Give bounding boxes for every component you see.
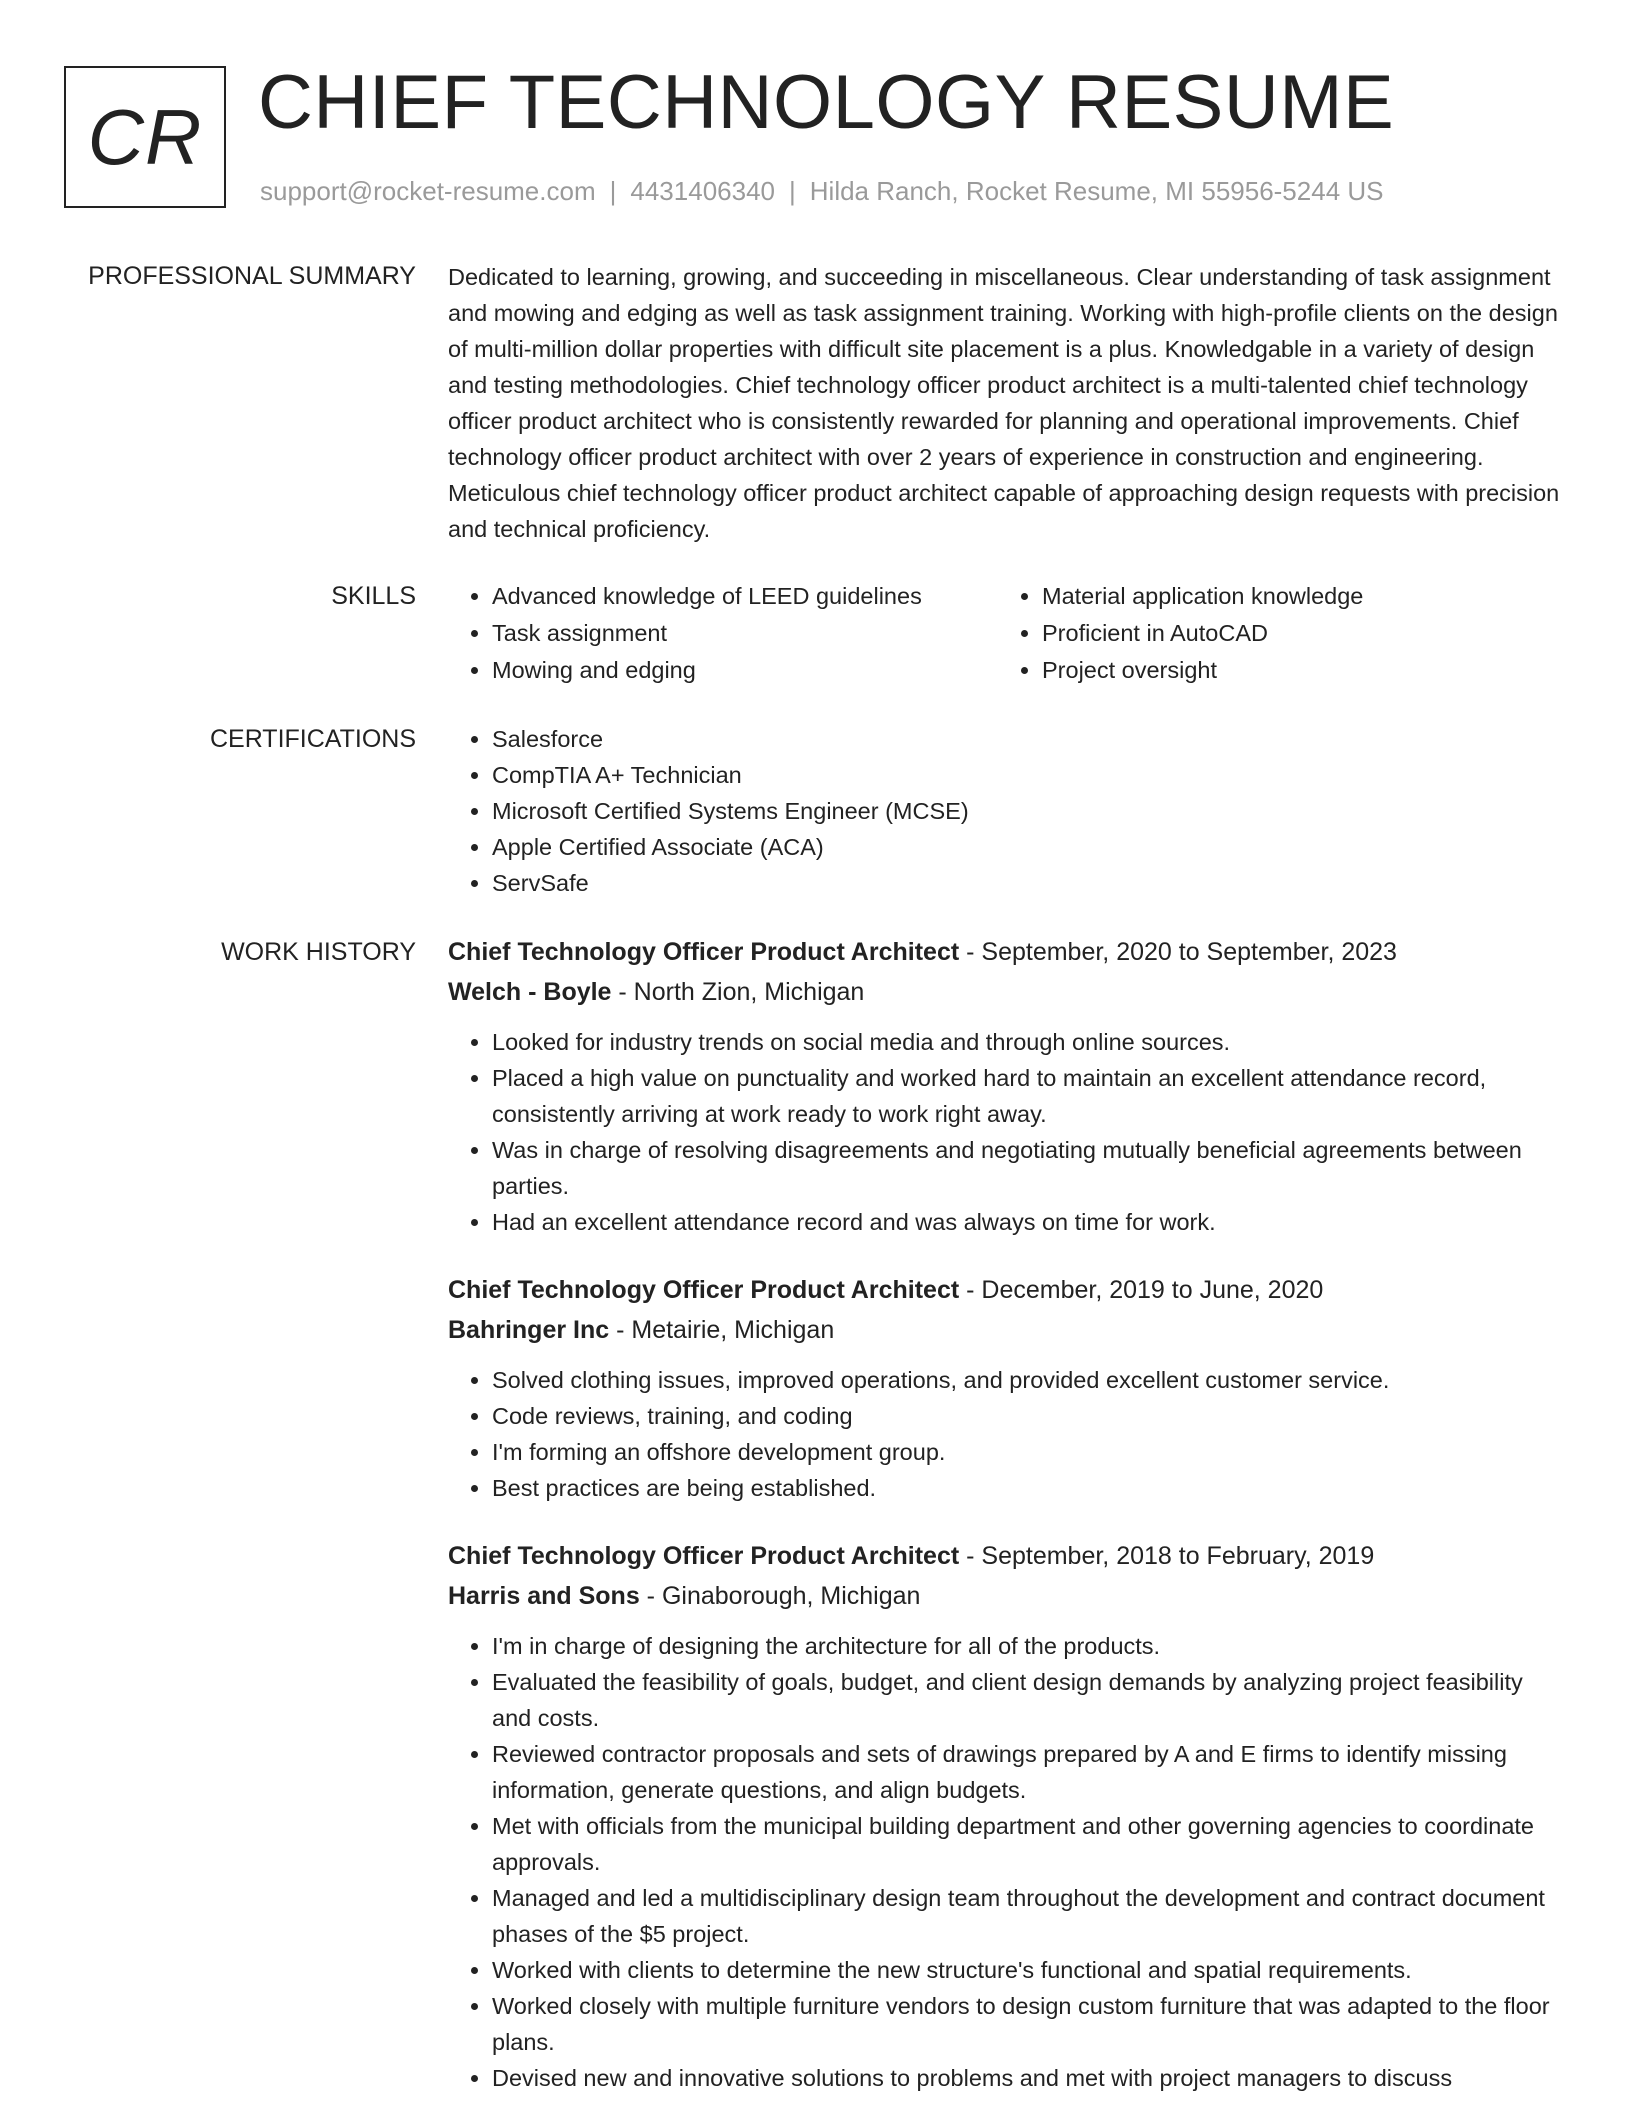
certifications-label: CERTIFICATIONS xyxy=(209,725,416,753)
job-dates: - September, 2018 to February, 2019 xyxy=(959,1542,1375,1570)
skills-list-left xyxy=(448,578,998,689)
skill-item: • Material application knowledge xyxy=(1042,578,1548,615)
contact-email: support@rocket-resume.com xyxy=(260,176,596,206)
job-bullet: • Code reviews, training, and coding xyxy=(492,1398,1568,1434)
job-bullet: • Devised new and innovative solutions to problems and met with project managers to discuss xyxy=(492,2060,1568,2096)
job-company: Welch - Boyle xyxy=(448,978,612,1006)
contact-phone: 4431406340 xyxy=(630,176,775,206)
work-history-section xyxy=(448,932,1568,2126)
job-bullet: • Was in charge of resolving disagreements and negotiating mutually beneficial agreements between parties. xyxy=(492,1132,1568,1204)
job-entry xyxy=(448,1270,1568,1506)
job-company: Bahringer Inc xyxy=(448,1316,610,1344)
skill-item: • Project oversight xyxy=(1042,652,1548,689)
skill-item: • Task assignment xyxy=(492,615,998,652)
job-bullet: • Worked with clients to determine the new structure's functional and spatial requirements. xyxy=(492,1952,1568,1988)
skills-list-right xyxy=(998,578,1548,689)
job-bullet: • Solved clothing issues, improved operations, and provided excellent customer service. xyxy=(492,1362,1568,1398)
job-bullet: • I'm forming an offshore development group. xyxy=(492,1434,1568,1470)
job-location: - North Zion, Michigan xyxy=(611,978,865,1006)
contact-separator: | xyxy=(789,176,796,206)
job-dates: - December, 2019 to June, 2020 xyxy=(959,1276,1324,1304)
contact-line xyxy=(260,174,1384,208)
certification-item: • Microsoft Certified Systems Engineer (MCSE) xyxy=(492,793,1568,829)
job-title: Chief Technology Officer Product Architect xyxy=(448,1542,960,1570)
skills-section xyxy=(448,578,1568,689)
certifications-section xyxy=(448,721,1568,901)
skill-item: • Proficient in AutoCAD xyxy=(1042,615,1548,652)
job-entry xyxy=(448,1536,1568,2096)
contact-separator: | xyxy=(609,176,617,206)
certification-item: • CompTIA A+ Technician xyxy=(492,757,1568,793)
job-bullet: • Managed and led a multidisciplinary design team throughout the development and contract document phases of the $5 project. xyxy=(492,1880,1568,1952)
skill-item: • Mowing and edging xyxy=(492,652,998,689)
job-company-line xyxy=(448,1576,1568,1616)
job-dates: - September, 2020 to September, 2023 xyxy=(959,938,1397,966)
job-title-line xyxy=(448,932,1568,972)
summary-label: PROFESSIONAL SUMMARY xyxy=(88,262,416,290)
certification-item: • ServSafe xyxy=(492,865,1568,901)
work-history-label: WORK HISTORY xyxy=(221,938,416,966)
job-bullet: • Evaluated the feasibility of goals, budget, and client design demands by analyzing project feasibility and costs. xyxy=(492,1664,1568,1736)
job-title-line xyxy=(448,1536,1568,1576)
certification-item: • Apple Certified Associate (ACA) xyxy=(492,829,1568,865)
job-company: Harris and Sons xyxy=(448,1582,640,1610)
job-location: - Ginaborough, Michigan xyxy=(639,1582,921,1610)
job-location: - Metairie, Michigan xyxy=(609,1316,835,1344)
monogram-initials: CR xyxy=(87,92,203,181)
job-bullet: • Placed a high value on punctuality and worked hard to maintain an excellent attendance record, consistently arriving at work ready to work right away. xyxy=(492,1060,1568,1132)
certifications-list xyxy=(448,721,1568,901)
skill-item: • Advanced knowledge of LEED guidelines xyxy=(492,578,998,615)
job-bullet: • Met with officials from the municipal building department and other governing agencies to coordinate approvals. xyxy=(492,1808,1568,1880)
job-title: Chief Technology Officer Product Architect xyxy=(448,1276,960,1304)
job-bullet: • Looked for industry trends on social media and through online sources. xyxy=(492,1024,1568,1060)
job-company-line xyxy=(448,972,1568,1012)
contact-address: Hilda Ranch, Rocket Resume, MI 55956-5244 US xyxy=(809,176,1384,206)
summary-text: Dedicated to learning, growing, and succeeding in miscellaneous. Clear understanding of task assignment and mowing and edging as well as task assignment training. Working with high-profile clients on the design of multi-million dollar properties with difficult site placement is a plus. Knowledgable in a variety of design and testing methodologies. Chief technology officer product architect is a multi-talented chief technology officer product architect who is consistently rewarded for planning and operational improvements. Chief technology officer product architect with over 2 years of experience in construction and engineering. Meticulous chief technology officer product architect capable of approaching design requests with precision and technical proficiency. xyxy=(448,264,1560,542)
job-bullet: • I'm in charge of designing the architecture for all of the products. xyxy=(492,1628,1568,1664)
job-bullet: • Best practices are being established. xyxy=(492,1470,1568,1506)
skills-label: SKILLS xyxy=(331,582,416,610)
job-entry xyxy=(448,932,1568,1240)
job-bullets xyxy=(448,1024,1568,1240)
job-bullets xyxy=(448,1362,1568,1506)
monogram-box xyxy=(64,66,226,208)
job-title-line xyxy=(448,1270,1568,1310)
job-bullet: • Had an excellent attendance record and was always on time for work. xyxy=(492,1204,1568,1240)
resume-name: CHIEF TECHNOLOGY RESUME xyxy=(258,60,1395,145)
certification-item: • Salesforce xyxy=(492,721,1568,757)
job-bullets xyxy=(448,1628,1568,2096)
job-title: Chief Technology Officer Product Architect xyxy=(448,938,960,966)
job-bullet: • Reviewed contractor proposals and sets of drawings prepared by A and E firms to identify missing information, generate questions, and align budgets. xyxy=(492,1736,1568,1808)
job-company-line xyxy=(448,1310,1568,1350)
job-bullet: • Worked closely with multiple furniture vendors to design custom furniture that was adapted to the floor plans. xyxy=(492,1988,1568,2060)
